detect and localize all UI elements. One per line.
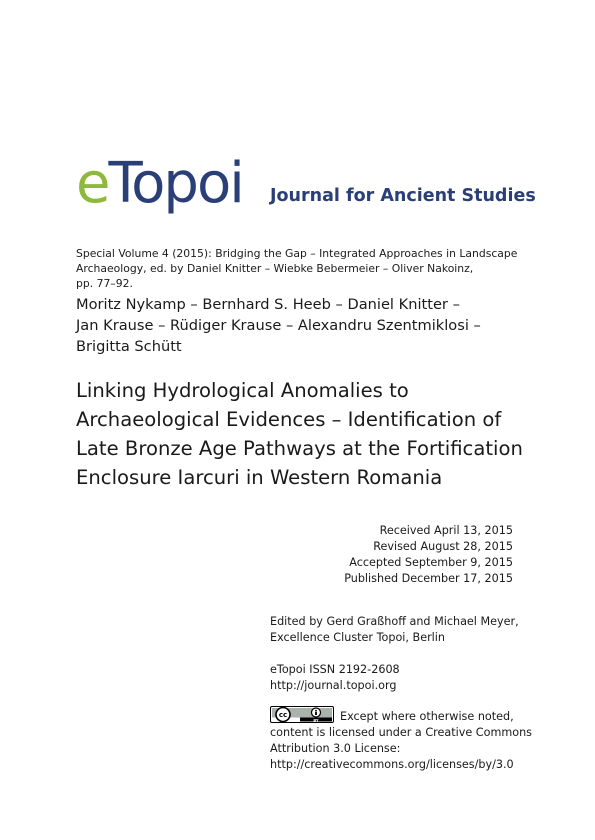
editors-line: Edited by Gerd Graßhoff and Michael Meyer, <box>270 615 519 628</box>
license-line: content is licensed under a Creative Commons <box>270 726 532 739</box>
series-line: Archaeology, ed. by Daniel Knitter – Wiebke Bebermeier – Oliver Nakoinz, <box>76 262 474 275</box>
journal-subtitle: Journal for Ancient Studies <box>270 186 536 206</box>
issn-info <box>270 662 520 694</box>
editors-affiliation: Excellence Cluster Topoi, Berlin <box>270 631 445 644</box>
author-line: Jan Krause – Rüdiger Krause – Alexandru Szentmiklosi – <box>76 317 481 334</box>
logo-topoi: Topoi <box>108 151 243 216</box>
series-info <box>76 246 518 291</box>
license-info <box>270 706 532 773</box>
author-line: Brigitta Schütt <box>76 338 182 355</box>
date-revised: Revised August 28, 2015 <box>373 540 513 553</box>
etopoi-logo <box>76 152 243 216</box>
title-line: Archaeological Evidences – Identification of <box>76 408 502 431</box>
license-line: Attribution 3.0 License: <box>270 742 401 755</box>
author-list <box>76 294 516 357</box>
date-accepted: Accepted September 9, 2015 <box>349 556 513 569</box>
author-line: Moritz Nykamp – Bernhard S. Heeb – Daniel Knitter – <box>76 296 460 313</box>
date-published: Published December 17, 2015 <box>344 572 513 585</box>
title-line: Linking Hydrological Anomalies to <box>76 379 409 402</box>
cc-badge-text: cc <box>278 711 288 720</box>
license-url-link[interactable]: http://creativecommons.org/licenses/by/3.0 <box>270 758 514 771</box>
cc-by-badge-icon[interactable] <box>270 706 334 723</box>
series-pages: pp. 77–92. <box>76 277 133 290</box>
license-notice: Except where otherwise noted, <box>340 710 514 723</box>
date-received: Received April 13, 2015 <box>379 524 513 537</box>
license-line <box>270 706 520 725</box>
title-line: Enclosure Iarcuri in Western Romania <box>76 466 443 489</box>
article-title <box>76 376 526 492</box>
issn-number: eTopoi ISSN 2192-2608 <box>270 663 400 676</box>
editors-info <box>270 614 520 646</box>
publication-dates <box>300 523 513 587</box>
series-line: Special Volume 4 (2015): Bridging the Gap – Integrated Approaches in Landscape <box>76 247 518 260</box>
journal-url-link[interactable]: http://journal.topoi.org <box>270 679 397 692</box>
by-badge-text: BY <box>313 718 319 723</box>
logo-e: e <box>76 151 109 216</box>
title-line: Late Bronze Age Pathways at the Fortification <box>76 437 523 460</box>
